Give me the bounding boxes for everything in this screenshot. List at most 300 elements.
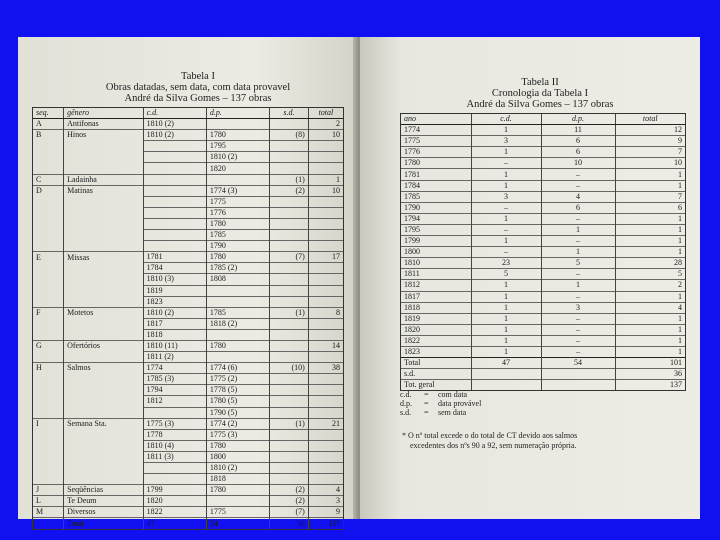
table-1-header-cell: seq.	[33, 108, 64, 119]
table-row	[401, 280, 685, 291]
table-2-cell: –	[471, 224, 541, 235]
table-1-cell: 1823	[143, 296, 206, 307]
table-1-cell	[64, 407, 144, 418]
table-1-cell	[33, 141, 64, 152]
table-2-cell: 47	[471, 358, 541, 369]
table-2-cell: 9	[615, 136, 685, 147]
table-1-cell: D	[33, 185, 64, 196]
table-2-cell: 23	[471, 258, 541, 269]
table-1-cell: Salmos	[64, 363, 144, 374]
table-2-cell: 7	[615, 147, 685, 158]
table-row	[401, 335, 685, 346]
table-2-header-cell: total	[615, 114, 685, 125]
table-1-cell	[143, 207, 206, 218]
table-1-cell: 1785 (2)	[206, 263, 269, 274]
table-1-header-cell: total	[308, 108, 343, 119]
table-1-cell: Antifonas	[64, 119, 144, 130]
table-2-cell: 1800	[401, 247, 471, 258]
table-2-cell: 5	[615, 269, 685, 280]
title-line: Tabela II	[521, 77, 559, 88]
table-1-cell	[206, 352, 269, 363]
table-1-cell	[33, 274, 64, 285]
table-2-cell: 1	[471, 213, 541, 224]
table-1-cell	[308, 440, 343, 451]
table-2-header-cell: ano	[401, 114, 471, 125]
table-row	[33, 340, 343, 351]
table-2-cell: 1775	[401, 136, 471, 147]
table-1-cell: H	[33, 363, 64, 374]
table-1-cell: 2	[308, 119, 343, 130]
table-1-cell	[308, 474, 343, 485]
table-1-cell: 1818	[143, 329, 206, 340]
table-1-cell: 1818	[206, 474, 269, 485]
table-1-cell	[64, 241, 144, 252]
table-2-cell: 1	[471, 236, 541, 247]
table-row	[33, 418, 343, 429]
table-1-cell: 1780	[206, 440, 269, 451]
table-1-header-cell: c.d.	[143, 108, 206, 119]
table-1-cell	[270, 463, 309, 474]
table-1-cell	[270, 396, 309, 407]
table-1-cell: 1785	[206, 307, 269, 318]
table-1-cell	[270, 141, 309, 152]
table-2-cell: 1	[471, 125, 541, 136]
table-1-cell: I	[33, 418, 64, 429]
table-2-cell: 54	[541, 358, 615, 369]
table-row	[401, 191, 685, 202]
table-row	[33, 141, 343, 152]
table-row	[401, 213, 685, 224]
table-row	[33, 318, 343, 329]
table-1-cell	[270, 474, 309, 485]
table-1-cell: (7)	[270, 252, 309, 263]
table-1-cell	[308, 274, 343, 285]
table-1-cell: A	[33, 119, 64, 130]
table-1-cell: (8)	[270, 130, 309, 141]
table-1-cell	[308, 352, 343, 363]
table-1-cell	[270, 241, 309, 252]
right-page	[360, 37, 700, 519]
table-1-cell: 47	[143, 518, 206, 529]
table-row	[33, 396, 343, 407]
table-1-cell	[64, 141, 144, 152]
table-row	[33, 363, 343, 374]
table-1-cell: 1810 (2)	[143, 130, 206, 141]
table-1-cell: 1774 (3)	[206, 185, 269, 196]
table-2-cell: –	[541, 324, 615, 335]
table-1-cell: 1775 (3)	[206, 429, 269, 440]
table-row	[33, 196, 343, 207]
table-1-cell: (7)	[270, 507, 309, 518]
table-1-cell: 1820	[143, 496, 206, 507]
legend-text: c.d.	[400, 390, 412, 399]
table-1-cell	[270, 451, 309, 462]
table-1-cell: 1	[308, 174, 343, 185]
table-1-cell: Te Deum	[64, 496, 144, 507]
table-2-cell: 1811	[401, 269, 471, 280]
table-2-cell: 1780	[401, 158, 471, 169]
table-1-cell: E	[33, 252, 64, 263]
table-row	[33, 274, 343, 285]
table-row	[33, 163, 343, 174]
table-row	[33, 285, 343, 296]
table-1-cell: 1790	[206, 241, 269, 252]
table-2-cell: 1	[615, 169, 685, 180]
table-1-cell: 1785 (3)	[143, 374, 206, 385]
table-1-title	[58, 71, 338, 104]
table-1-cell	[270, 296, 309, 307]
table-1-cell: 1810 (2)	[143, 119, 206, 130]
table-2-cell: 1781	[401, 169, 471, 180]
table-row	[33, 296, 343, 307]
table-row	[401, 258, 685, 269]
table-1-cell: (2)	[270, 185, 309, 196]
table-1-cell: (1)	[270, 307, 309, 318]
table-1-cell: 1820	[206, 163, 269, 174]
table-1-cell	[308, 218, 343, 229]
title-line: André da Silva Gomes – 137 obras	[124, 93, 272, 104]
table-1-cell: 3	[308, 496, 343, 507]
table-row	[33, 207, 343, 218]
table-2-cell: –	[541, 213, 615, 224]
table-1-cell: L	[33, 496, 64, 507]
table-2-cell: –	[541, 313, 615, 324]
table-1-cell	[270, 329, 309, 340]
table-row	[401, 125, 685, 136]
table-2-cell: 1794	[401, 213, 471, 224]
table-row	[401, 169, 685, 180]
table-1-cell	[270, 429, 309, 440]
table-2-cell: 1795	[401, 224, 471, 235]
table-2-cell: 1	[615, 236, 685, 247]
table-1-cell: Semana Sta.	[64, 418, 144, 429]
table-1-cell	[64, 440, 144, 451]
table-2-cell: –	[541, 269, 615, 280]
table-row	[33, 496, 343, 507]
table-1-cell	[64, 463, 144, 474]
table-2-cell: 1	[471, 169, 541, 180]
table-2-cell: –	[541, 335, 615, 346]
table-1-cell	[33, 329, 64, 340]
table-1-cell	[143, 241, 206, 252]
table-2-cell: –	[471, 202, 541, 213]
left-page	[18, 37, 358, 528]
table-1-cell	[33, 263, 64, 274]
table-row	[33, 307, 343, 318]
table-2-cell: 5	[541, 258, 615, 269]
table-2-cell: –	[471, 247, 541, 258]
table-1-cell: Ofertórios	[64, 340, 144, 351]
table-2	[400, 113, 686, 391]
table-1-cell: 1776	[206, 207, 269, 218]
table-1-cell	[206, 296, 269, 307]
table-1-cell	[64, 207, 144, 218]
table-2-cell: –	[471, 158, 541, 169]
table-2-cell: 7	[615, 191, 685, 202]
table-1-cell	[143, 474, 206, 485]
table-2-cell: 1	[615, 291, 685, 302]
legend-text: =	[424, 408, 429, 417]
table-1-cell	[64, 429, 144, 440]
table-row	[401, 202, 685, 213]
table-2-cell: 10	[615, 158, 685, 169]
table-1-cell: B	[33, 130, 64, 141]
table-1-cell	[308, 285, 343, 296]
table-2-cell: 1	[615, 224, 685, 235]
table-1-cell	[206, 174, 269, 185]
table-row	[401, 236, 685, 247]
table-2-cell: 10	[541, 158, 615, 169]
table-row	[401, 369, 685, 380]
table-2-cell: –	[541, 291, 615, 302]
table-2-cell: 1	[471, 147, 541, 158]
table-row	[401, 358, 685, 369]
table-1-cell: Motetos	[64, 307, 144, 318]
table-2-cell: 1	[471, 291, 541, 302]
legend-row	[400, 408, 481, 417]
table-2-cell: 1799	[401, 236, 471, 247]
legend-text: sem data	[438, 408, 467, 417]
table-1-cell	[33, 440, 64, 451]
table-row	[401, 147, 685, 158]
table-2-cell: 1820	[401, 324, 471, 335]
table-1-cell	[308, 207, 343, 218]
table-1-cell	[308, 263, 343, 274]
table-row	[33, 374, 343, 385]
table-2-cell: 11	[541, 125, 615, 136]
table-1-cell: J	[33, 485, 64, 496]
table-1-cell	[33, 218, 64, 229]
table-1-cell: 1780	[206, 252, 269, 263]
table-1-cell	[206, 119, 269, 130]
table-row	[401, 291, 685, 302]
table-1-header-cell: d.p.	[206, 108, 269, 119]
table-2-cell: 1812	[401, 280, 471, 291]
table-1-cell	[308, 141, 343, 152]
table-2-cell: 4	[541, 191, 615, 202]
table-1-header-cell: gênero	[64, 108, 144, 119]
table-2-cell: 1	[615, 313, 685, 324]
table-1-cell	[64, 152, 144, 163]
table-1-cell	[270, 374, 309, 385]
table-1-cell: 1781	[143, 252, 206, 263]
table-1-cell	[308, 396, 343, 407]
table-2-cell: 1	[615, 180, 685, 191]
table-1-cell	[64, 296, 144, 307]
table-1-cell	[64, 474, 144, 485]
table-2-cell: 6	[541, 147, 615, 158]
table-1-cell	[143, 407, 206, 418]
table-1-cell: 17	[308, 252, 343, 263]
table-2-cell: 28	[615, 258, 685, 269]
table-1-cell: 1775 (2)	[206, 374, 269, 385]
table-row	[401, 324, 685, 335]
table-1-cell	[33, 318, 64, 329]
table-2-cell: 3	[471, 191, 541, 202]
table-2-cell: 1	[541, 247, 615, 258]
table-2-cell: 1	[615, 324, 685, 335]
table-1-cell	[33, 296, 64, 307]
table-row	[33, 474, 343, 485]
table-2-cell	[541, 380, 615, 391]
table-1-cell	[308, 451, 343, 462]
table-2-cell: 1	[471, 346, 541, 357]
table-1-cell: 4	[308, 485, 343, 496]
table-1-cell	[64, 318, 144, 329]
table-1-cell: 1780	[206, 485, 269, 496]
table-1-cell	[33, 474, 64, 485]
table-2-cell: Total	[401, 358, 471, 369]
table-1-cell	[33, 396, 64, 407]
table-2-cell: 137	[615, 380, 685, 391]
table-1-cell: Ladainha	[64, 174, 144, 185]
table-1-cell: 1785	[206, 230, 269, 241]
table-1-cell	[33, 241, 64, 252]
table-2-cell: 1823	[401, 346, 471, 357]
table-2-cell: 1	[615, 247, 685, 258]
table-1-cell	[33, 518, 64, 529]
table-1-cell: 1810 (2)	[206, 152, 269, 163]
table-1-cell	[64, 374, 144, 385]
legend-text: =	[424, 390, 429, 399]
legend-text: =	[424, 399, 429, 408]
table-1-cell: 14	[308, 340, 343, 351]
table-1-cell: 1811 (3)	[143, 451, 206, 462]
table-row	[33, 185, 343, 196]
table-1-cell: 10	[308, 185, 343, 196]
table-2-cell: 1810	[401, 258, 471, 269]
table-1-cell	[270, 407, 309, 418]
table-row	[401, 302, 685, 313]
table-1-cell	[143, 196, 206, 207]
table-1-cell	[308, 329, 343, 340]
table-1-cell	[308, 374, 343, 385]
table-1-cell: 1808	[206, 274, 269, 285]
table-2-cell: 6	[615, 202, 685, 213]
table-1-cell: Seqüências	[64, 485, 144, 496]
table-row	[33, 440, 343, 451]
table-1-cell	[308, 318, 343, 329]
table-row	[401, 380, 685, 391]
table-1-cell	[64, 285, 144, 296]
table-2-cell: 1784	[401, 180, 471, 191]
table-2-cell: –	[541, 180, 615, 191]
table-2-header-cell: d.p.	[541, 114, 615, 125]
table-1-cell	[206, 285, 269, 296]
table-1	[32, 107, 344, 530]
table-1-header-cell: s.d.	[270, 108, 309, 119]
table-1-cell	[64, 163, 144, 174]
table-2-cell: 1776	[401, 147, 471, 158]
table-1-cell: 1817	[143, 318, 206, 329]
table-1-grid	[33, 108, 343, 529]
table-1-cell: (10)	[270, 363, 309, 374]
table-2-cell: 4	[615, 302, 685, 313]
table-1-cell	[33, 407, 64, 418]
table-row	[33, 130, 343, 141]
table-1-cell: Total	[64, 518, 144, 529]
table-2-cell: 2	[615, 280, 685, 291]
table-1-cell	[270, 230, 309, 241]
table-2-cell: 3	[541, 302, 615, 313]
table-1-cell	[64, 329, 144, 340]
legend-text: com data	[438, 390, 468, 399]
table-1-cell: 1780 (5)	[206, 396, 269, 407]
table-1-cell	[270, 119, 309, 130]
table-2-cell: 6	[541, 136, 615, 147]
table-1-cell	[308, 429, 343, 440]
table-2-cell: –	[541, 346, 615, 357]
table-row	[33, 485, 343, 496]
table-row	[401, 158, 685, 169]
table-2-cell: Tot. geral	[401, 380, 471, 391]
table-1-cell: 1810 (11)	[143, 340, 206, 351]
table-2-cell: 36	[615, 369, 685, 380]
table-1-cell: M	[33, 507, 64, 518]
table-1-cell: 8	[308, 307, 343, 318]
table-row	[33, 152, 343, 163]
table-1-cell: (2)	[270, 485, 309, 496]
table-1-cell	[270, 218, 309, 229]
table-1-cell: 1778	[143, 429, 206, 440]
table-2-cell: 1	[615, 213, 685, 224]
table-1-cell	[64, 230, 144, 241]
table-2-cell: 1	[541, 280, 615, 291]
title-line: Cronologia da Tabela I	[491, 88, 589, 99]
table-1-cell: Hinos	[64, 130, 144, 141]
table-2-cell: 1822	[401, 335, 471, 346]
table-1-cell: 1780	[206, 130, 269, 141]
table-row	[33, 429, 343, 440]
table-1-cell: 38	[308, 363, 343, 374]
table-row	[33, 329, 343, 340]
table-row	[33, 407, 343, 418]
table-1-cell: Missas	[64, 252, 144, 263]
table-1-cell: 1822	[143, 507, 206, 518]
table-1-cell: 1810 (2)	[143, 307, 206, 318]
table-row	[33, 119, 343, 130]
book-spread	[18, 37, 700, 528]
table-row	[33, 352, 343, 363]
table-row	[33, 241, 343, 252]
table-1-cell: Diversos	[64, 507, 144, 518]
table-1-cell: (1)	[270, 418, 309, 429]
table-1-cell	[64, 218, 144, 229]
table-1-cell	[33, 152, 64, 163]
table-2-cell: 1819	[401, 313, 471, 324]
table-row	[33, 507, 343, 518]
table-1-cell	[33, 429, 64, 440]
table-row	[33, 463, 343, 474]
table-1-cell	[143, 185, 206, 196]
table-1-cell	[206, 329, 269, 340]
table-1-cell: (2)	[270, 496, 309, 507]
table-2-cell: 1	[471, 280, 541, 291]
table-row	[33, 218, 343, 229]
table-2-cell: 1790	[401, 202, 471, 213]
table-2-cell: 3	[471, 136, 541, 147]
table-2-cell	[541, 369, 615, 380]
table-1-cell: 1775	[206, 507, 269, 518]
table-1-cell	[308, 196, 343, 207]
table-1-cell	[64, 385, 144, 396]
table-1-cell: 1799	[143, 485, 206, 496]
abbreviation-legend	[400, 390, 481, 417]
title-line: Obras datadas, sem data, com data provavel	[105, 82, 291, 93]
table-2-cell: 1818	[401, 302, 471, 313]
table-1-cell: 10	[308, 130, 343, 141]
table-2-cell: 1	[615, 335, 685, 346]
